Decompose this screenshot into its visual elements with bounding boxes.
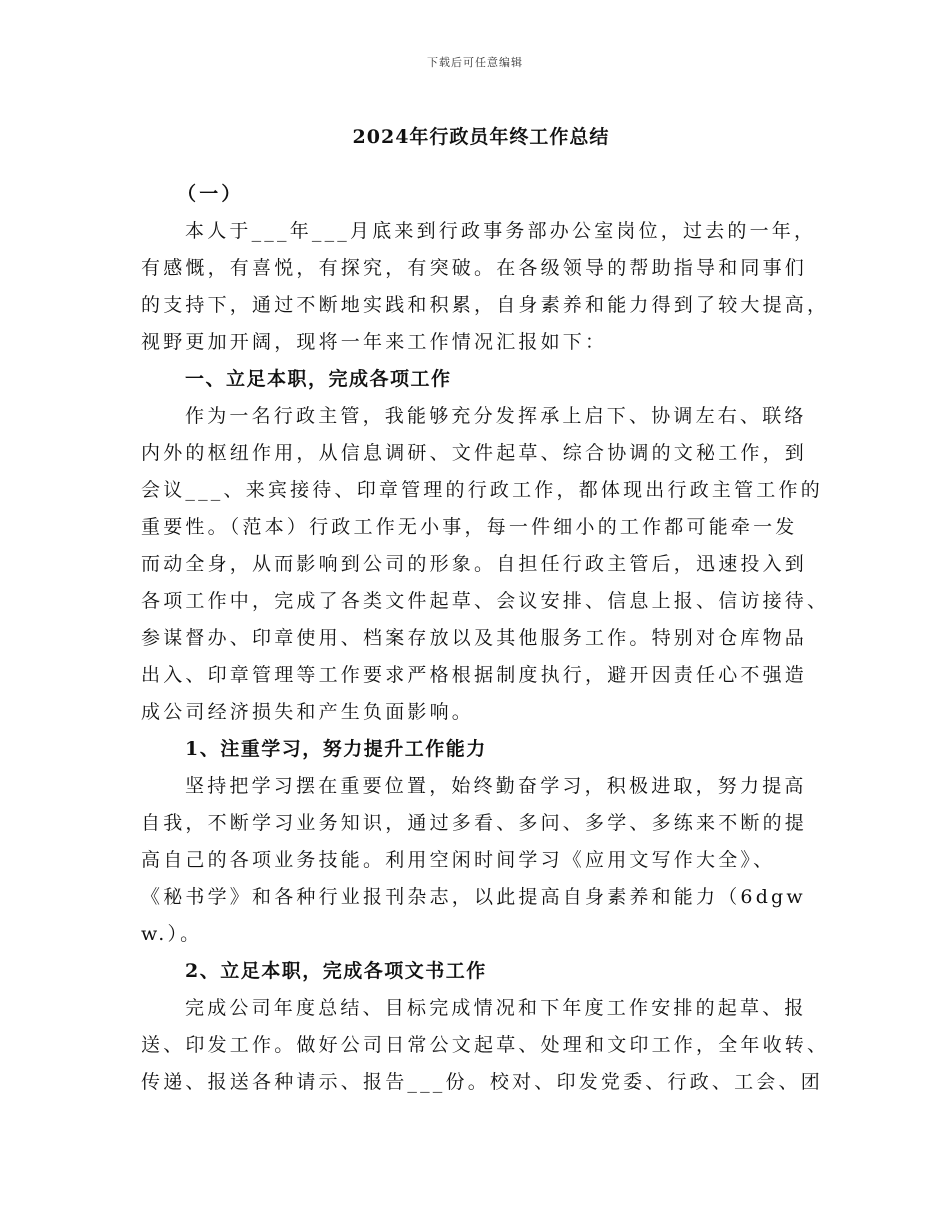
text-line: 作为一名行政主管，我能够充分发挥承上启下、协调左右、联络 xyxy=(185,405,807,427)
text-line: 成公司经济损失和产生负面影响。 xyxy=(141,701,475,723)
section-heading: 2、立足本职，完成各项文书工作 xyxy=(185,960,487,982)
text-line: 参谋督办、印章使用、档案存放以及其他服务工作。特别对仓库物品 xyxy=(141,627,808,649)
text-line: 高自己的各项业务技能。利用空闲时间学习《应用文写作大全》、 xyxy=(141,849,776,871)
document-title: 2024年行政员年终工作总结 xyxy=(352,126,610,148)
text-line: 出入、印章管理等工作要求严格根据制度执行，避开因责任心不强造 xyxy=(141,664,808,686)
text-line: 传递、报送各种请示、报告___份。校对、印发党委、行政、工会、团 xyxy=(141,1071,823,1093)
text-line: 而动全身，从而影响到公司的形象。自担任行政主管后，迅速投入到 xyxy=(141,553,808,575)
document-lines xyxy=(141,213,830,1101)
text-line: 重要性。（范本）行政工作无小事，每一件细小的工作都可能牵一发 xyxy=(141,516,798,538)
section-heading: 1、注重学习，努力提升工作能力 xyxy=(185,738,487,760)
text-line: 有感慨，有喜悦，有探究，有突破。在各级领导的帮助指导和同事们 xyxy=(141,257,808,279)
text-line: 视野更加开阔，现将一年来工作情况汇报如下： xyxy=(141,331,608,353)
page-header-note: 下载后可任意编辑 xyxy=(427,56,523,69)
text-line: 坚持把学习摆在重要位置，始终勤奋学习，积极进取，努力提高 xyxy=(185,775,807,797)
text-line: 各项工作中，完成了各类文件起草、会议安排、信息上报、信访接待、 xyxy=(141,590,830,612)
text-line: 自我，不断学习业务知识，通过多看、多问、多学、多练来不断的提 xyxy=(141,812,808,834)
text-line: 内外的枢纽作用，从信息调研、文件起草、综合协调的文秘工作，到 xyxy=(141,442,808,464)
text-line: 《秘书学》和各种行业报刊杂志，以此提高自身素养和能力（6dgw xyxy=(141,886,806,908)
text-line: w.）。 xyxy=(141,923,203,945)
text-line: 送、印发工作。做好公司日常公文起草、处理和文印工作，全年收转、 xyxy=(141,1034,830,1056)
text-line: 的支持下，通过不断地实践和积累，自身素养和能力得到了较大提高， xyxy=(141,294,830,316)
text-line: 本人于___年___月底来到行政事务部办公室岗位，过去的一年， xyxy=(185,220,817,242)
part-label: （一） xyxy=(177,183,244,205)
text-line: 会议___、来宾接待、印章管理的行政工作，都体现出行政主管工作的 xyxy=(141,479,823,501)
section-heading: 一、立足本职，完成各项工作 xyxy=(185,368,452,390)
text-line: 完成公司年度总结、目标完成情况和下年度工作安排的起草、报 xyxy=(185,997,807,1019)
document-body xyxy=(141,122,830,1101)
